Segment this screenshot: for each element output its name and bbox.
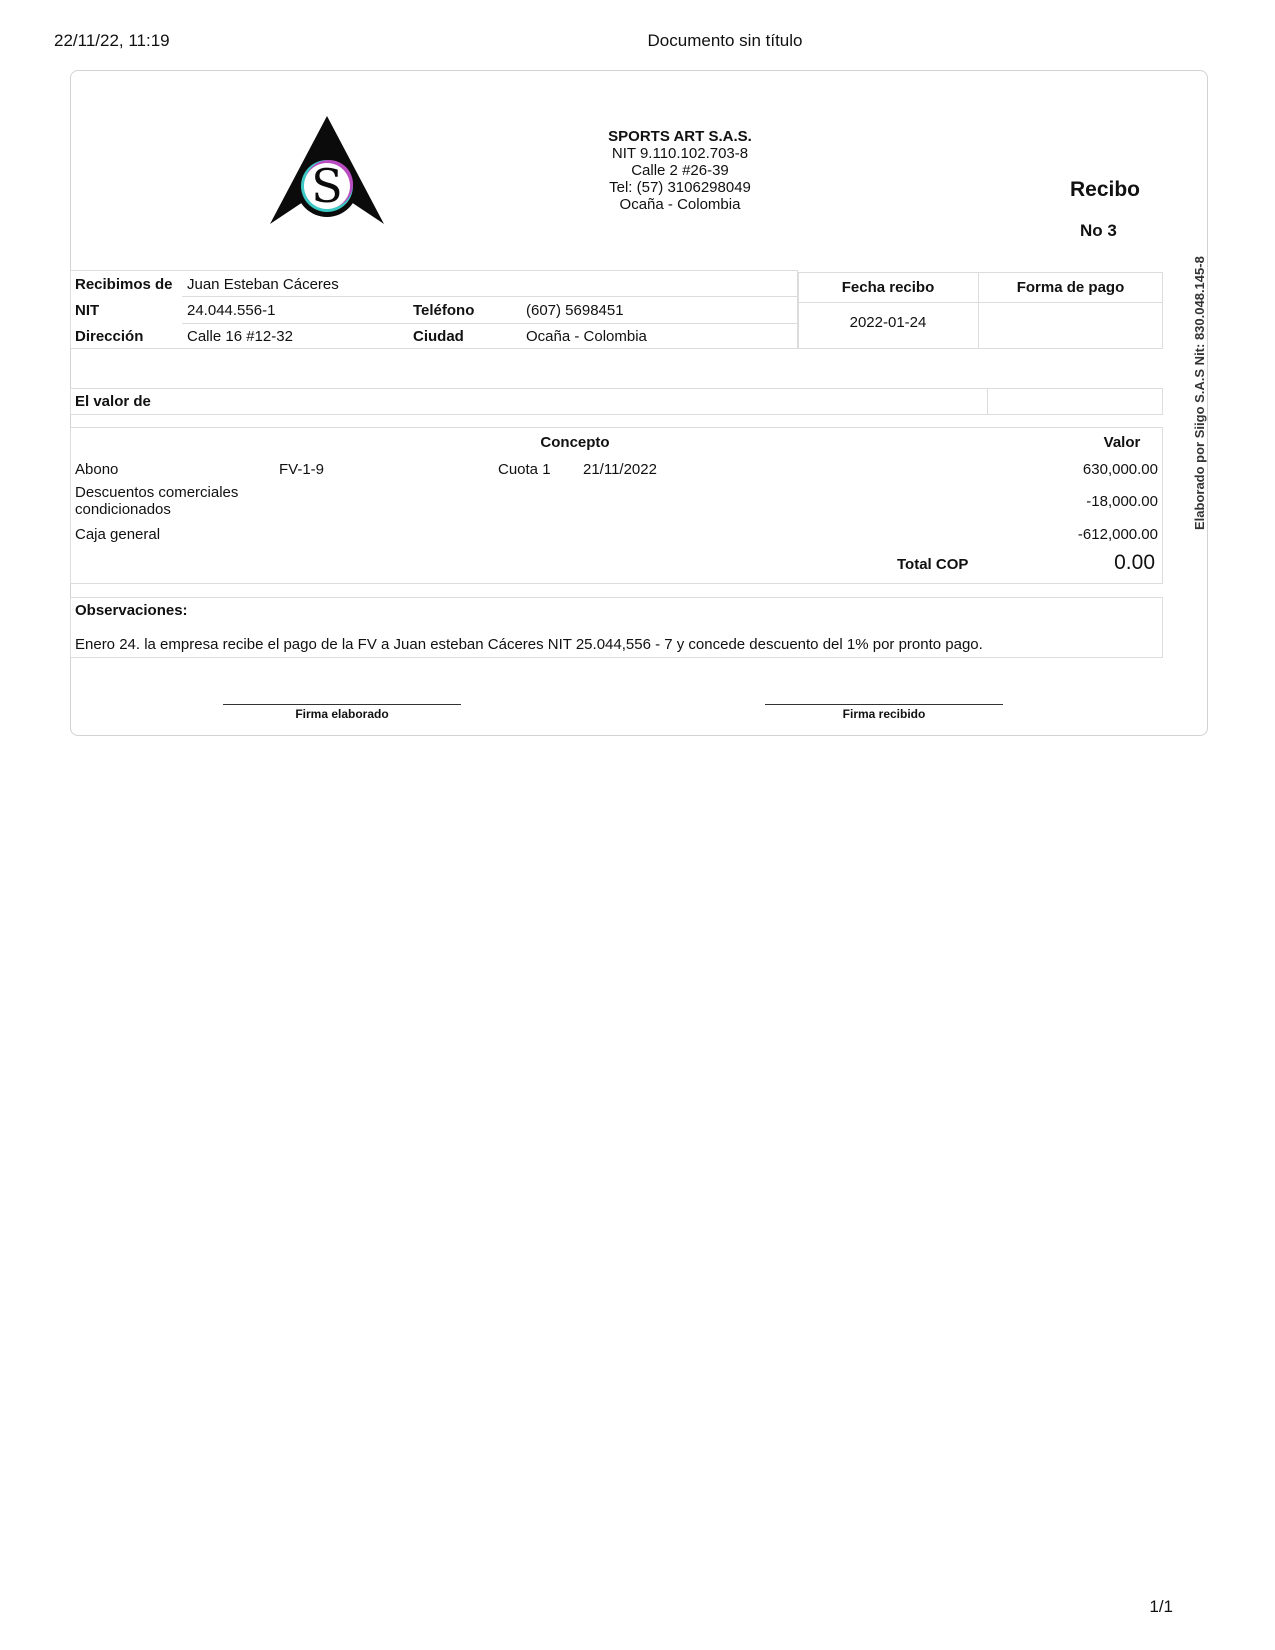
concept-row-1-quota: Cuota 1 — [498, 461, 551, 478]
company-info — [560, 128, 800, 213]
signature-line-elaborated — [223, 704, 461, 705]
company-nit: NIT 9.110.102.703-8 — [611, 145, 749, 162]
receipt-number: No 3 — [1080, 221, 1117, 240]
total-label: Total COP — [897, 556, 969, 573]
client-address-value: Calle 16 #12-32 — [187, 328, 293, 345]
payment-row-divider — [798, 302, 1163, 303]
concept-row-3-concept: Caja general — [75, 526, 161, 543]
print-document-title: Documento sin título — [647, 31, 803, 50]
concept-row-2-concept-cont: condicionados — [75, 501, 171, 518]
vertical-software-note: Elaborado por Siigo S.A.S Nit: 830.048.145-8 — [1192, 256, 1207, 530]
client-city-value: Ocaña - Colombia — [526, 328, 647, 345]
signature-line-received — [765, 704, 1003, 705]
receipt-date-value: 2022-01-24 — [849, 314, 927, 331]
client-phone-value: (607) 5698451 — [526, 302, 624, 319]
print-datetime: 22/11/22, 11:19 — [54, 31, 170, 50]
client-row-divider — [182, 296, 798, 297]
amount-col-divider — [987, 388, 988, 415]
client-phone-label: Teléfono — [413, 302, 475, 319]
client-address-label: Dirección — [75, 328, 144, 345]
value-column-header: Valor — [1103, 434, 1141, 451]
signature-label-received: Firma recibido — [842, 707, 926, 721]
logo-letter: S — [311, 159, 343, 213]
page-number: 1/1 — [1149, 1597, 1173, 1616]
concept-row-1-concept: Abono — [75, 461, 119, 478]
client-nit-value: 24.044.556-1 — [187, 302, 276, 319]
company-logo-icon — [262, 116, 392, 230]
receipt-date-label: Fecha recibo — [841, 279, 935, 296]
concept-row-1-document: FV-1-9 — [279, 461, 325, 478]
company-address: Calle 2 #26-39 — [631, 162, 729, 179]
company-name: SPORTS ART S.A.S. — [608, 128, 752, 145]
receipt-title: Recibo — [1070, 178, 1141, 201]
client-row-divider — [182, 323, 798, 324]
company-city: Ocaña - Colombia — [619, 196, 741, 213]
concept-column-header: Concepto — [540, 434, 610, 451]
concept-row-1-value: 630,000.00 — [1082, 461, 1158, 478]
client-city-label: Ciudad — [413, 328, 464, 345]
company-phone: Tel: (57) 3106298049 — [609, 179, 751, 196]
amount-in-words-label: El valor de — [75, 393, 151, 410]
concept-row-3-value: -612,000.00 — [1077, 526, 1158, 543]
received-from-label: Recibimos de — [75, 276, 173, 293]
observations-text: Enero 24. la empresa recibe el pago de la FV a Juan esteban Cáceres NIT 25.044,556 - 7 y concede descuento del 1% por pronto pago. — [75, 636, 983, 653]
concept-row-1-date: 21/11/2022 — [583, 461, 657, 478]
payment-method-label: Forma de pago — [1016, 279, 1125, 296]
received-from-value: Juan Esteban Cáceres — [187, 276, 339, 293]
client-nit-label: NIT — [75, 302, 100, 319]
amount-in-words-box — [70, 388, 1163, 415]
total-value: 0.00 — [1114, 551, 1155, 574]
concept-row-2-value: -18,000.00 — [1086, 493, 1158, 510]
observations-label: Observaciones: — [75, 602, 188, 619]
concept-row-2-concept: Descuentos comerciales — [75, 484, 239, 501]
signature-label-elaborated: Firma elaborado — [295, 707, 389, 721]
